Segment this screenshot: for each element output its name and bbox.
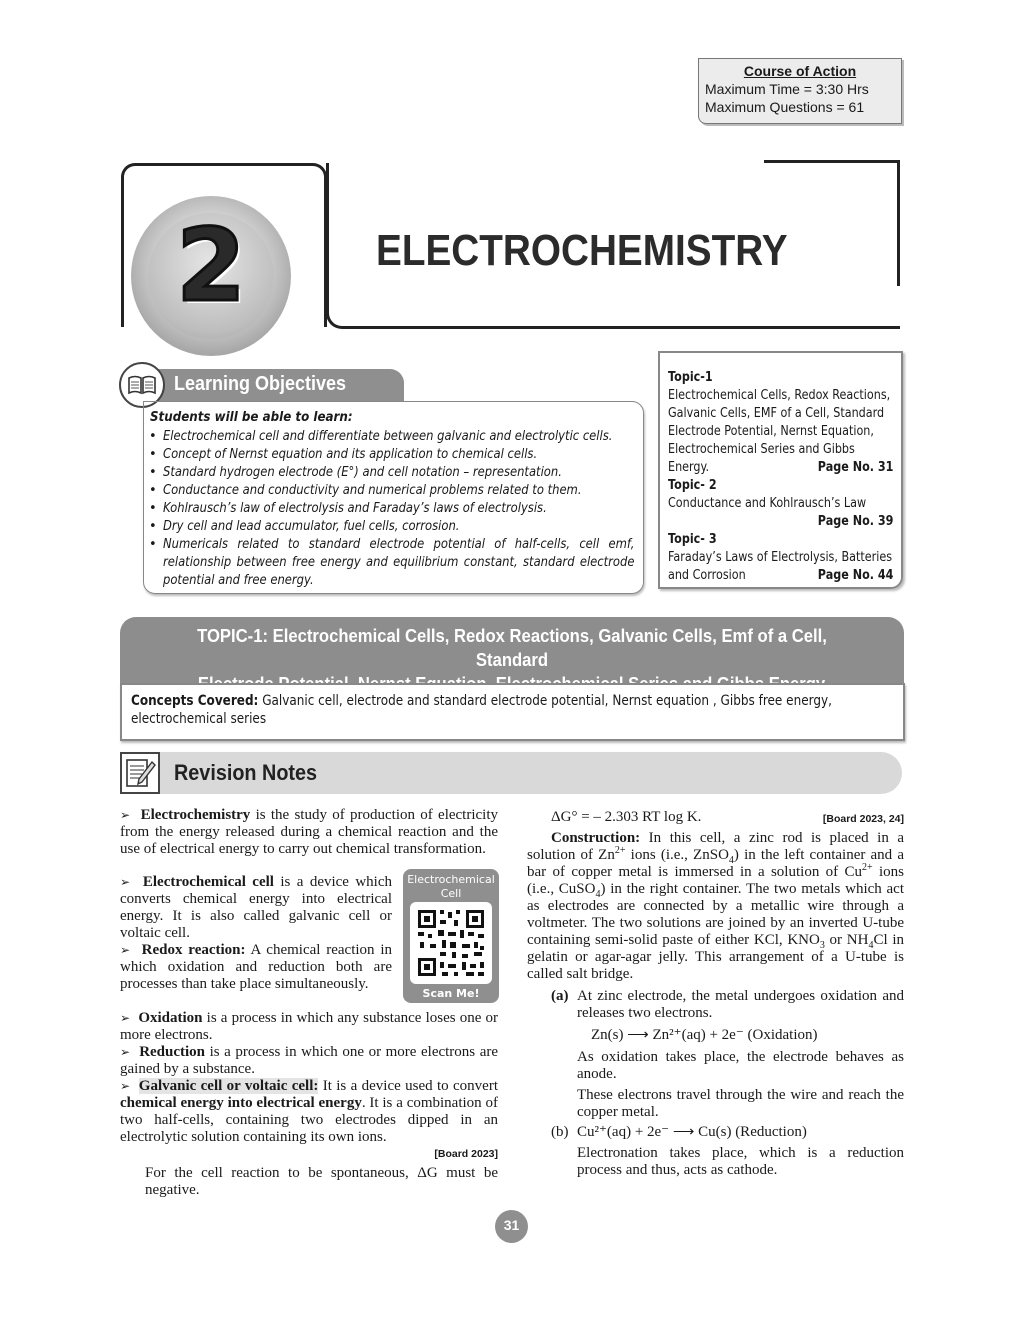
topic-1-heading: Topic-1: [668, 370, 713, 385]
learning-objectives-list: [148, 428, 636, 590]
left-column-wrap: [120, 874, 392, 993]
topic-3-description: Faraday’s Laws of Electrolysis, Batteries and Corrosion: [668, 550, 893, 583]
topic-2-description: Conductance and Kohlrausch’s Law: [668, 496, 867, 511]
topics-index: [668, 369, 894, 585]
list-item: • Numericals related to standard electrode potential of half-cells, cell emf, relationship between free energy and equilibrium constant, standard electrode potential and free energy.: [148, 536, 636, 590]
list-item: • Conductance and conductivity and numerical problems related to them.: [148, 482, 636, 500]
learning-objectives-lead: Students will be able to learn:: [150, 409, 353, 425]
concepts-text: Galvanic cell, electrode and standard electrode potential, Nernst equation , Gibbs free energy, electrochemical series: [131, 693, 832, 727]
course-questions: Maximum Questions = 61: [705, 99, 865, 115]
note-galvanic-cell: ➢ Galvanic cell or voltaic cell: It is a device used to convert chemical energy into electrical energy. It is a combination of two half-cells, containing two electrodes dipped in an electrolytic solution containing its own ions.: [120, 1078, 498, 1145]
gibbs-equation: ΔG° = – 2.303 RT log K. [Board 2023, 24]: [527, 809, 904, 826]
learning-objectives-heading: Learning Objectives: [174, 373, 347, 395]
left-column-bottom: [120, 1010, 498, 1199]
chapter-title: ELECTROCHEMISTRY: [376, 226, 788, 275]
concepts-label: Concepts Covered:: [131, 693, 259, 709]
course-title: Course of Action: [743, 63, 857, 79]
scan-me-label: Scan Me!: [422, 987, 480, 1000]
topic-3-page: Page No. 44: [817, 568, 894, 583]
note-spontaneous: For the cell reaction to be spontaneous, ΔG must be negative.: [145, 1165, 498, 1198]
qr-code-icon[interactable]: [410, 902, 492, 984]
list-item: • Standard hydrogen electrode (E°) and cell notation – representation.: [148, 464, 636, 482]
chapter-number: 2: [176, 207, 246, 324]
notes-pencil-icon: [120, 752, 160, 794]
list-item: • Electrochemical cell and differentiate between galvanic and electrolytic cells.: [148, 428, 636, 446]
board-tag: [Board 2023, 24]: [822, 813, 904, 825]
concepts-covered: [131, 692, 901, 728]
right-column: [527, 809, 904, 1179]
topic-2-heading: Topic- 2: [668, 478, 717, 493]
note-electrochemical-cell: ➢ Electrochemical cell is a device which converts chemical energy into electrical energy. It is also called galvanic cell or voltaic cell.: [120, 874, 393, 941]
note-oxidation: ➢ Oxidation is a process in which any substance loses one or more electrons.: [120, 1010, 498, 1043]
list-item: • Concept of Nernst equation and its application to chemical cells.: [148, 446, 636, 464]
qr-label: Electrochemical Cell: [407, 873, 495, 900]
page-number: 31: [503, 1217, 520, 1233]
list-item: • Dry cell and lead accumulator, fuel cells, corrosion.: [148, 518, 636, 536]
construction-paragraph: Construction: In this cell, a zinc rod is placed in a solution of $Zn^{2+}$ ions (i.e., ZnSO$_4$) in the left container and a bar of copper metal is immersed in a solution of $Cu^{2+}$ ions (i.e., CuSO$_4$) in the right container. The two metals which act as electrodes are connected by a metallic wire through a voltmeter. The two solutions are joined by an inverted U-tube containing semi-solid paste of either KCl, $KNO_3$ or $NH_4Cl$ in gelatin or agar-agar jelly. This arrangement of a U-tube is called salt bridge.: [527, 830, 905, 982]
step-b: (b) Cu²⁺(aq) + 2e⁻ ⟶ Cu(s) (Reduction) Electronation takes place, which is a reduction process and thus, acts as cathode.: [551, 1124, 904, 1178]
note-redox: ➢ Redox reaction: A chemical reaction in which oxidation and reduction both are processes than take place simultaneously.: [120, 942, 393, 992]
note-reduction: ➢ Reduction is a process in which one or more electrons are gained by a substance.: [120, 1044, 499, 1077]
topic-1-description: Electrochemical Cells, Redox Reactions, Galvanic Cells, EMF of a Cell, Standard Electrode Potential, Nernst Equation, Electrochemical Series and Gibbs Energy.: [668, 388, 891, 475]
note-electrochemistry: ➢ Electrochemistry is the study of production of electricity from the energy released during a chemical reaction and the use of electrical energy to carry out chemical transformation.: [120, 807, 499, 857]
left-column-top: [120, 807, 498, 858]
oxidation-equation: Zn(s) ⟶ Zn²⁺(aq) + 2e⁻ (Oxidation): [591, 1027, 818, 1043]
course-time: Maximum Time = 3:30 Hrs: [705, 81, 869, 97]
topic-1-page: Page No. 31: [817, 460, 894, 475]
board-tag: [Board 2023]: [434, 1148, 498, 1160]
topic-2-page: Page No. 39: [817, 514, 894, 529]
course-of-action-box: [698, 58, 902, 124]
list-item: • Kohlrausch’s law of electrolysis and Faraday’s laws of electrolysis.: [148, 500, 636, 518]
reduction-equation: Cu²⁺(aq) + 2e⁻ ⟶ Cu(s) (Reduction): [577, 1124, 807, 1140]
step-a: (a) At zinc electrode, the metal undergoes oxidation and releases two electrons. Zn(s) ⟶ Zn²⁺(aq) + 2e⁻ (Oxidation) As oxidation takes place, the electrode behaves as anode. These electrons travel through the wire and reach the copper metal.: [551, 988, 904, 1120]
revision-notes-heading: Revision Notes: [174, 760, 318, 785]
topic-banner-title: TOPIC-1: Electrochemical Cells, Redox Reactions, Galvanic Cells, Emf of a Cell, Standard Electrode Potential, Nernst Equation, Electrochemical Series and Gibbs Energy: [197, 625, 827, 694]
topic-3-heading: Topic- 3: [668, 532, 717, 547]
